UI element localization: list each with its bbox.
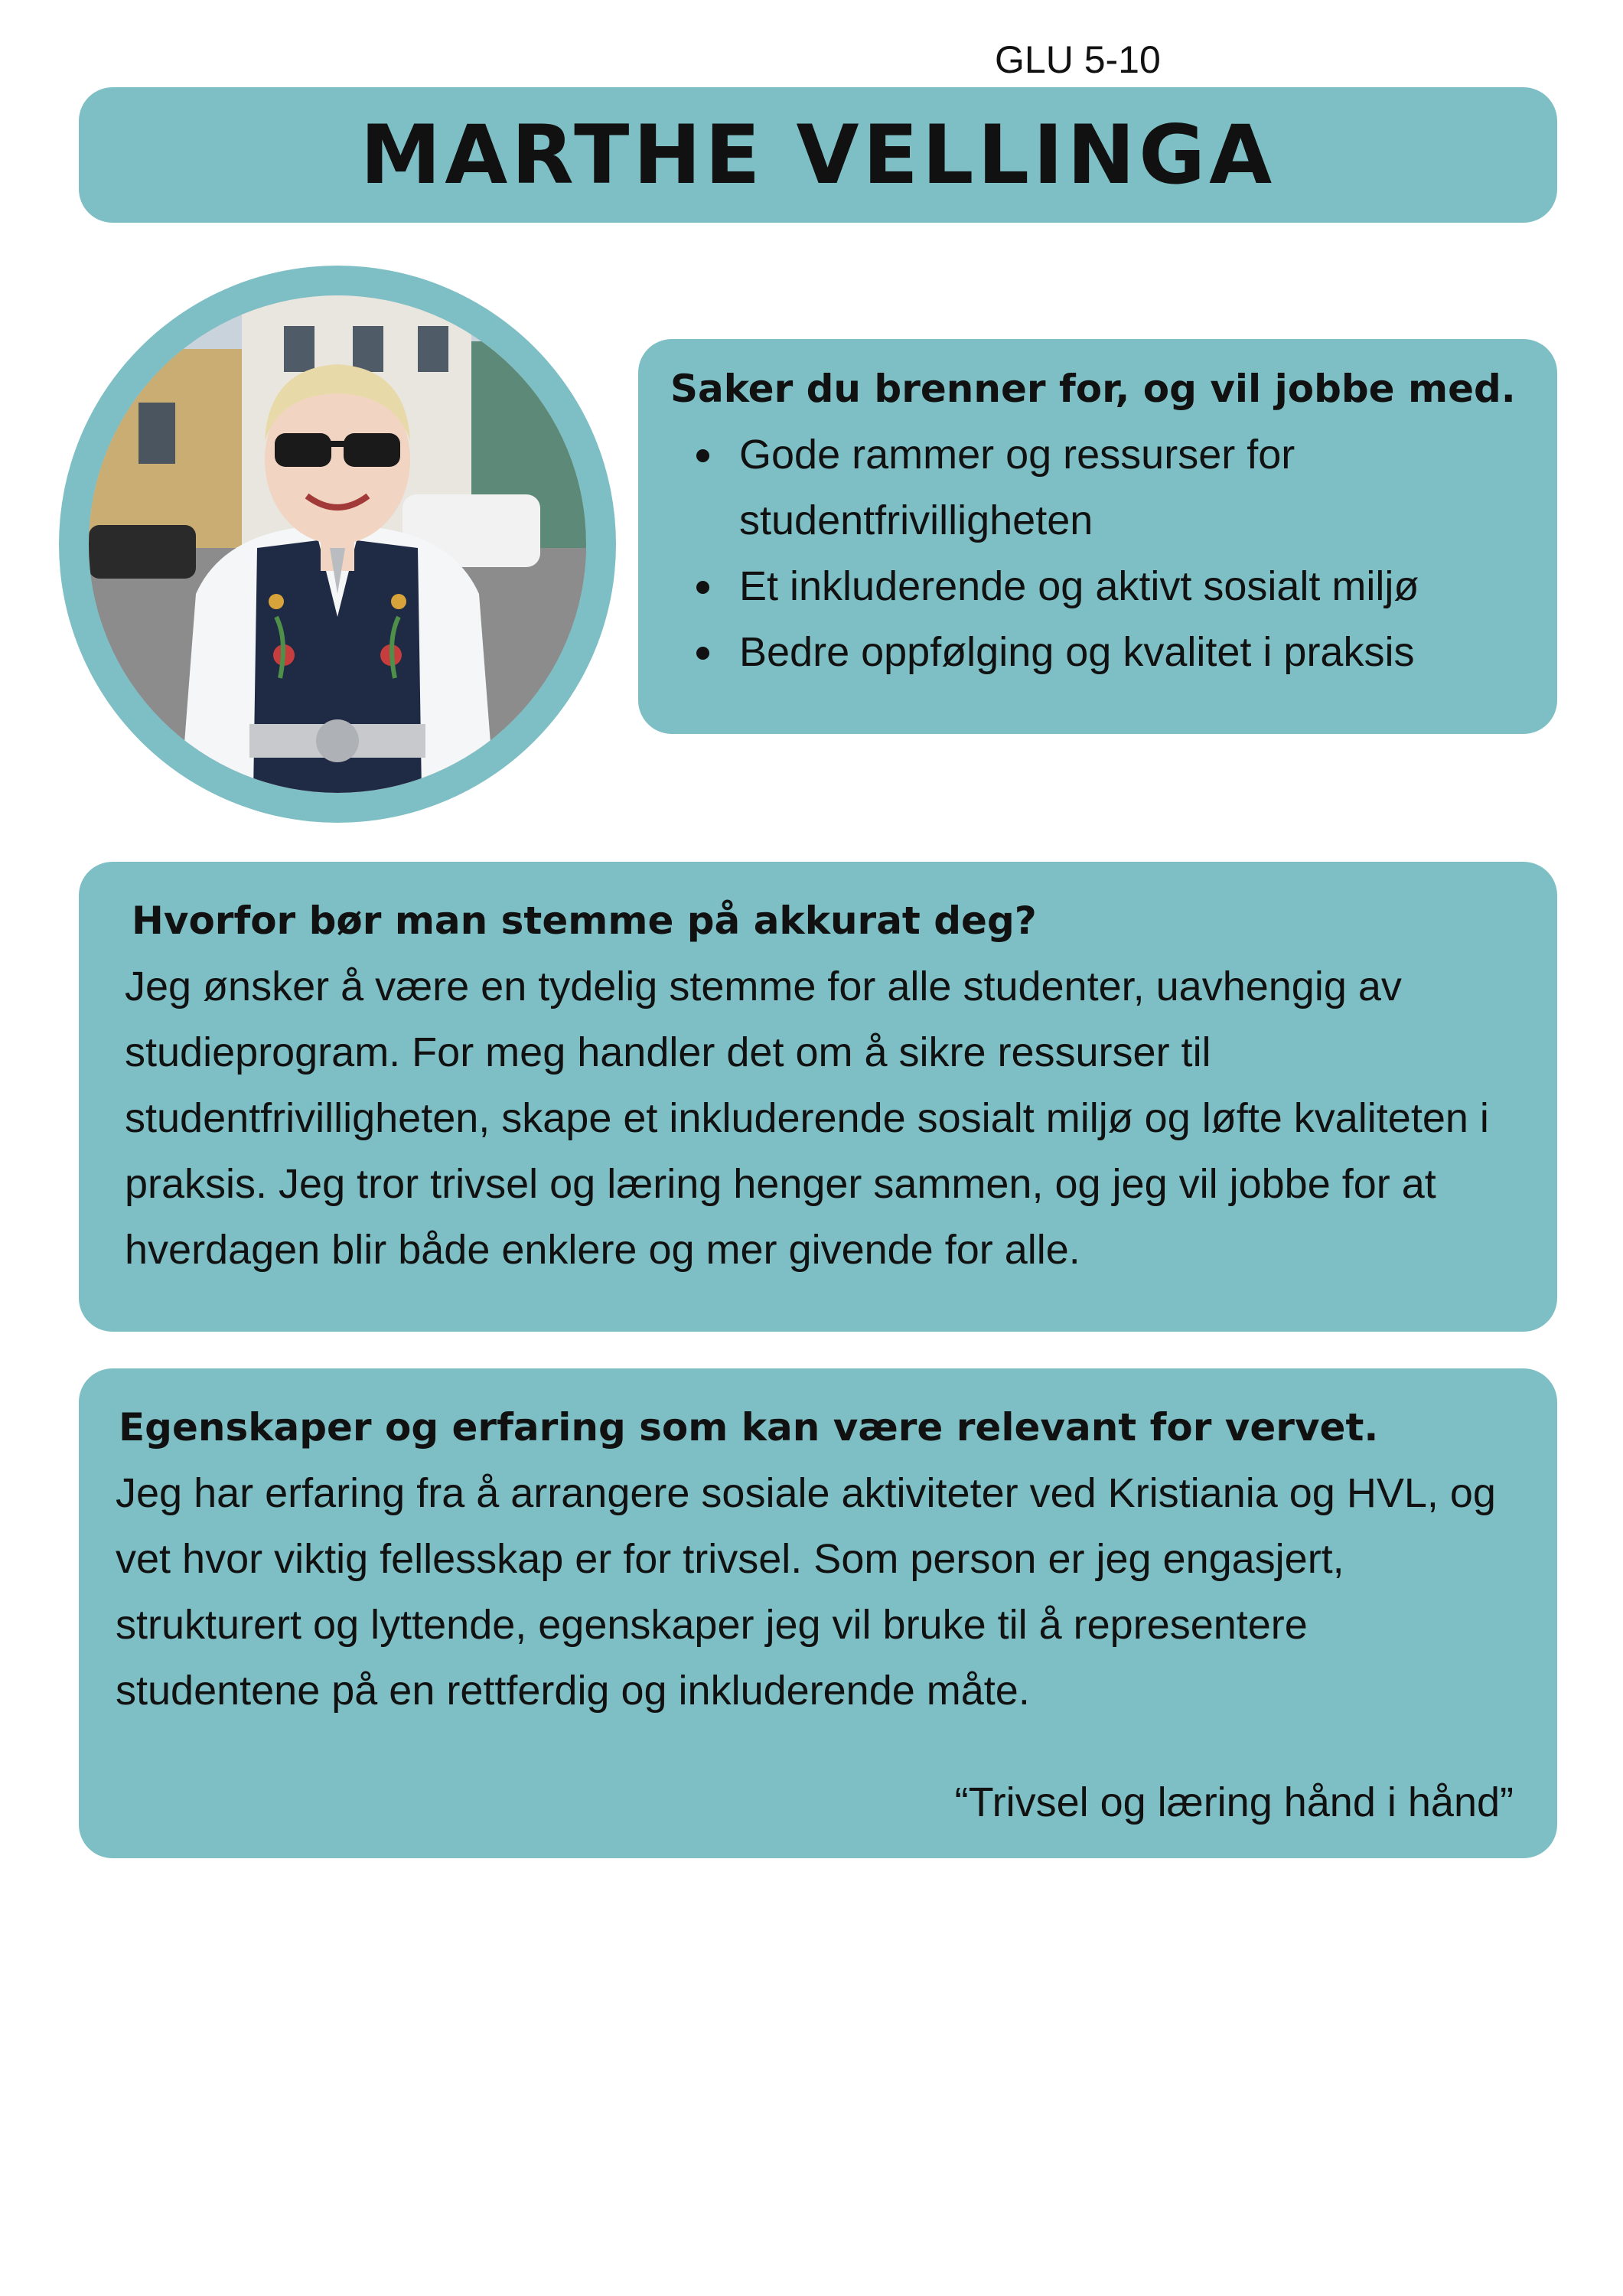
egenskaper-body: Jeg har erfaring fra å arrangere sosiale aktiviteter ved Kristiania og HVL, og vet hvor viktig fellesskap er for trivsel. Som person er jeg engasjert, strukturert og lyttende, egenskaper jeg vil bruke til å representere studentene på en rettferdig og inkluderende måte. [116, 1470, 1496, 1714]
photo-frame [59, 266, 616, 823]
program-label: GLU 5-10 [995, 38, 1161, 81]
saker-list [670, 422, 1527, 685]
saker-item-3: Bedre oppfølging og kvalitet i praksis [739, 619, 1527, 685]
saker-heading: Saker du brenner for, og vil jobbe med. [670, 367, 1516, 411]
name-banner [79, 87, 1557, 223]
hvorfor-body: Jeg ønsker å være en tydelig stemme for alle studenter, uavhengig av studieprogram. For meg handler det om å sikre ressurser til studentfrivilligheten, skape et inkluderende sosialt miljø og løfte kvaliteten i praksis. Jeg tror trivsel og læring henger sammen, og jeg vil jobbe for at hverdagen blir både enklere og mer givende for alle. [125, 964, 1489, 1273]
hvorfor-card [79, 862, 1557, 1332]
candidate-portrait [89, 295, 586, 793]
saker-item-1: Gode rammer og ressurser for studentfrivilligheten [739, 422, 1527, 553]
candidate-name: MARTHE VELLINGA [360, 108, 1276, 202]
saker-item-2: Et inkluderende og aktivt sosialt miljø [739, 553, 1527, 619]
hvorfor-heading: Hvorfor bør man stemme på akkurat deg? [132, 899, 1037, 943]
motto-quote: “Trivsel og læring hånd i hånd” [954, 1779, 1514, 1825]
egenskaper-card [79, 1368, 1557, 1858]
saker-card [638, 339, 1557, 734]
egenskaper-heading: Egenskaper og erfaring som kan være relevant for vervet. [119, 1405, 1379, 1450]
